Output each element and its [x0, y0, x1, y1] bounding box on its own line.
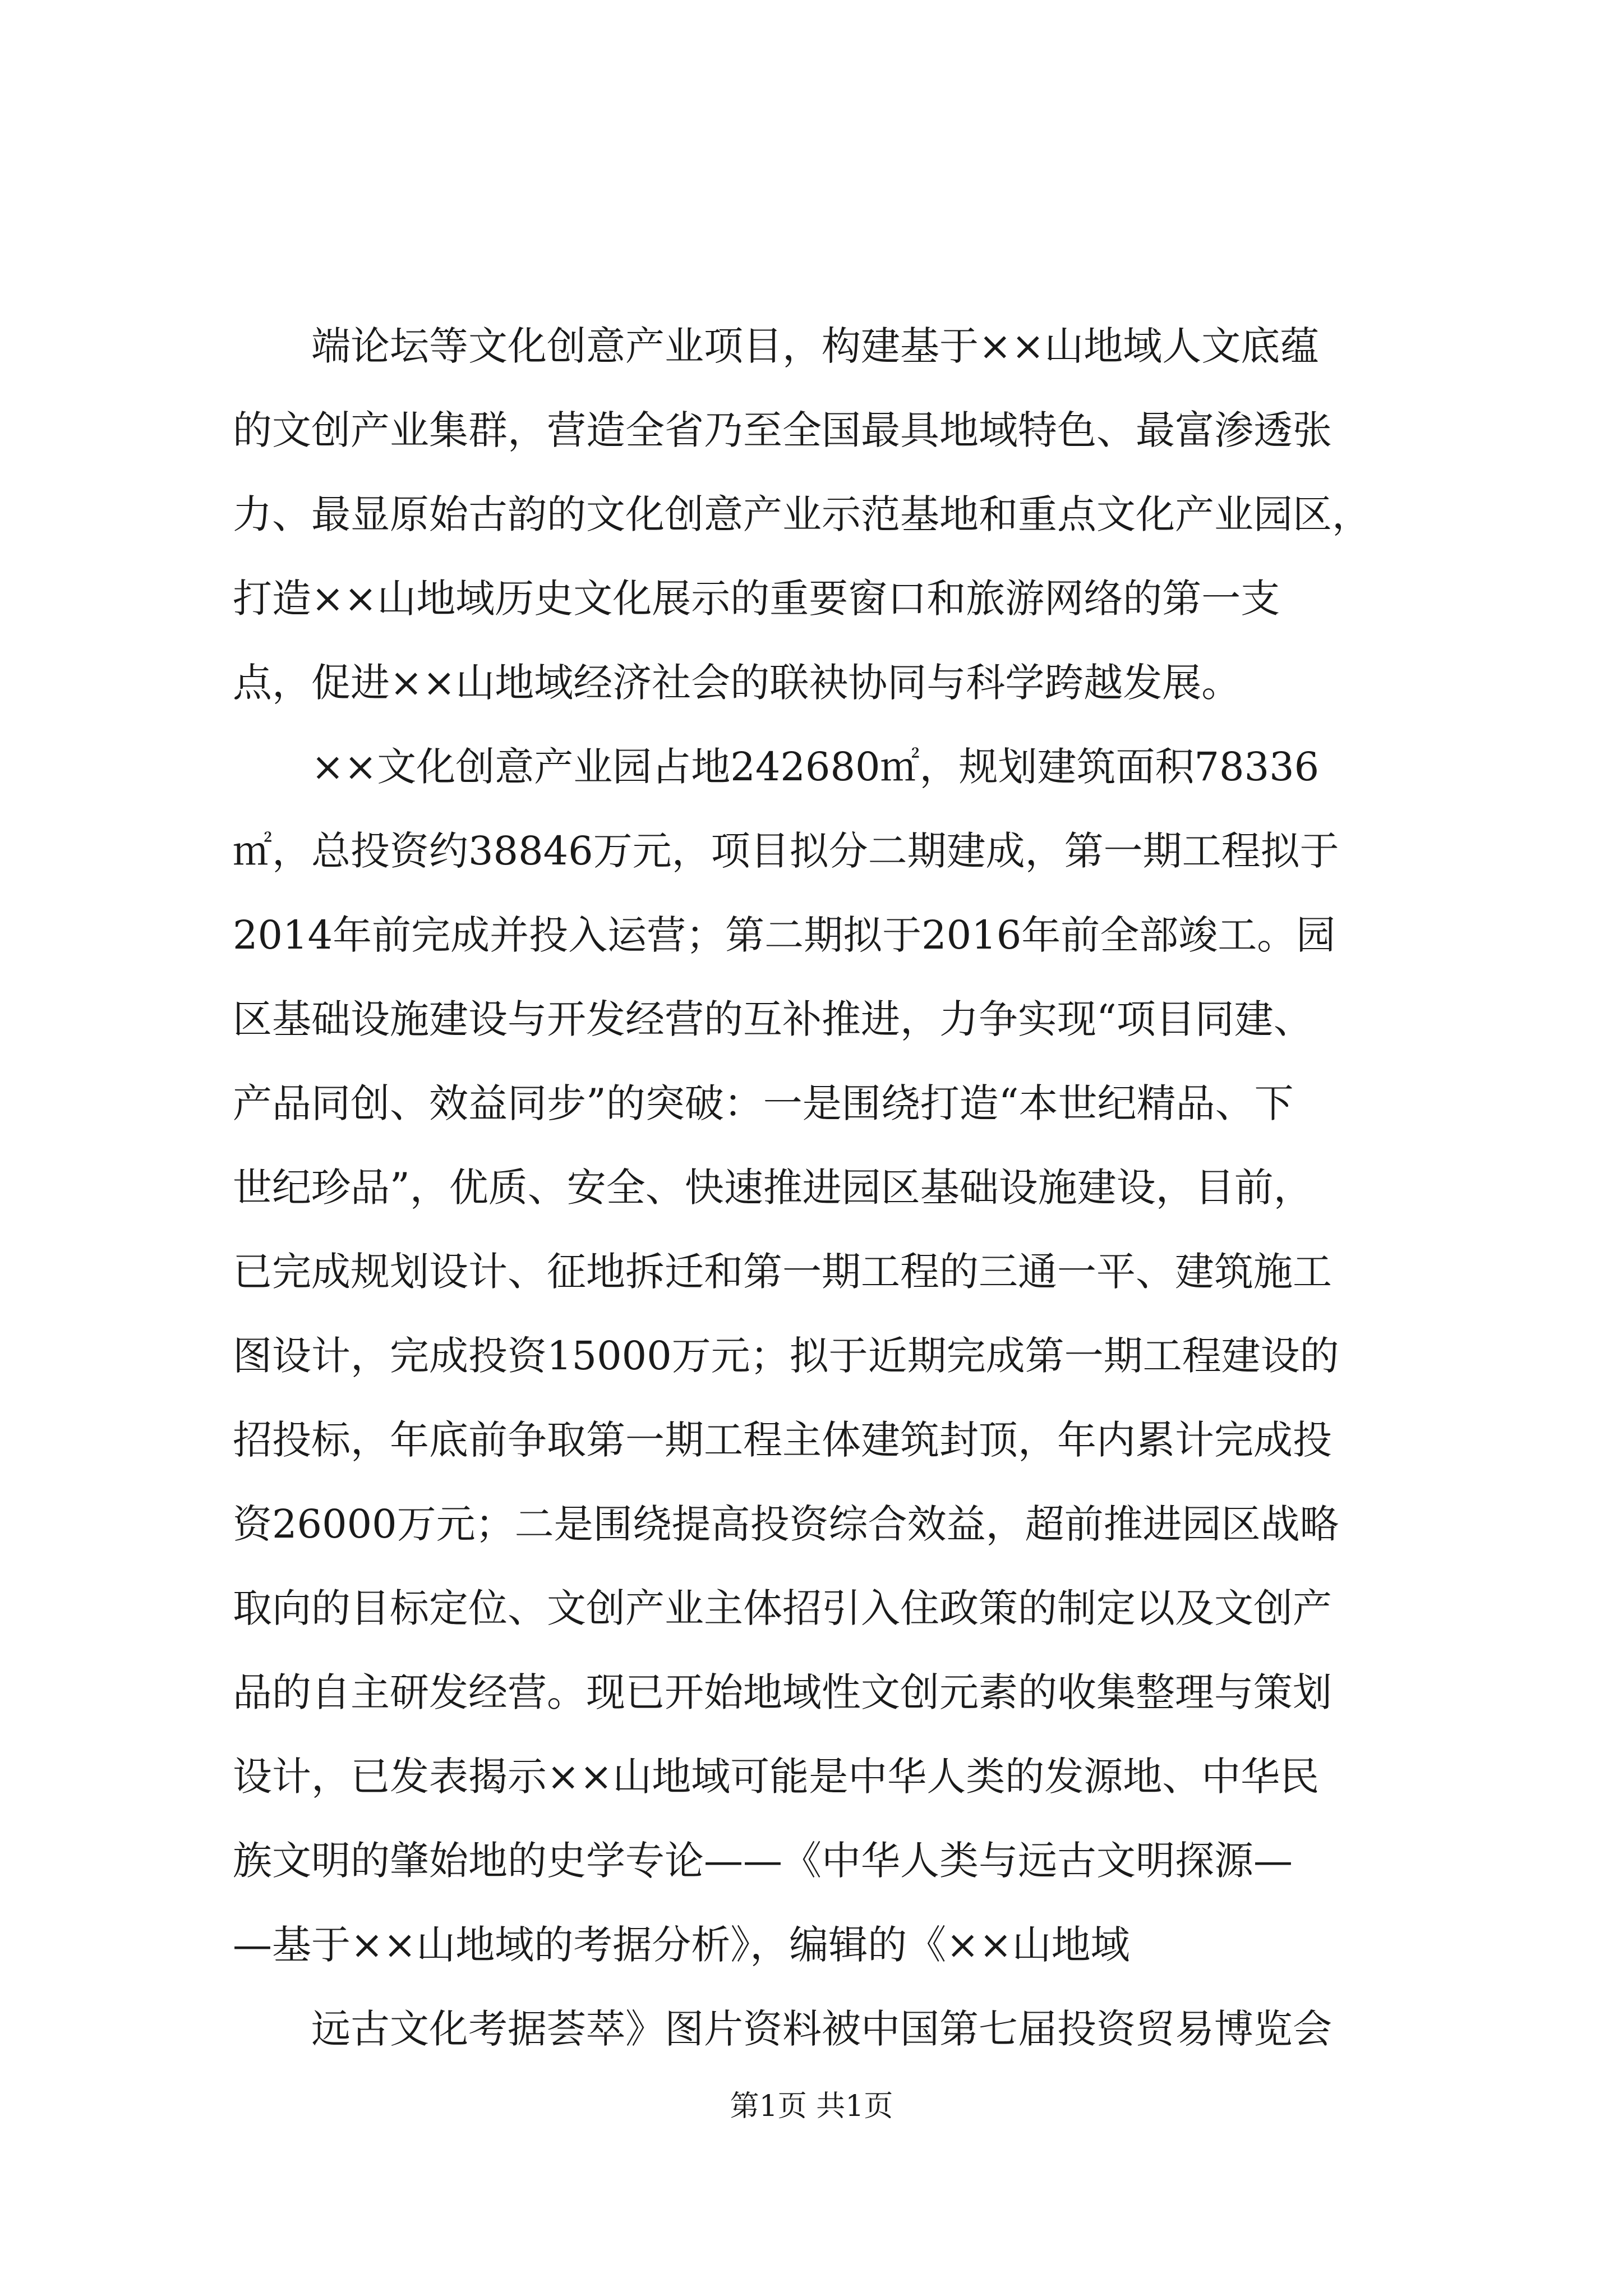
- text-line-4: 打造××山地域历史文化展示的重要窗口和旅游网络的第一支: [233, 576, 1280, 622]
- text-line-17: 品的自主研发经营。现已开始地域性文创元素的收集整理与策划: [233, 1669, 1332, 1715]
- page-footer: [0, 2087, 1623, 2126]
- text-line-2: 的文创产业集群，营造全省乃至全国最具地域特色、最富渗透张: [233, 407, 1332, 453]
- text-line-5: 点，促进××山地域经济社会的联袂协同与科学跨越发展。: [233, 660, 1241, 706]
- text-line-13: 图设计，完成投资15000万元；拟于近期完成第一期工程建设的: [233, 1333, 1339, 1379]
- text-line-3: 力、最显原始古韵的文化创意产业示范基地和重点文化产业园区，: [233, 491, 1371, 537]
- text-line-15: 资26000万元；二是围绕提高投资综合效益，超前推进园区战略: [233, 1501, 1339, 1547]
- text-line-14: 招投标，年底前争取第一期工程主体建筑封顶，年内累计完成投: [233, 1417, 1332, 1463]
- text-line-9: 区基础设施建设与开发经营的互补推进，力争实现“项目同建、: [233, 996, 1313, 1042]
- text-line-8: 2014年前完成并投入运营；第二期拟于2016年前全部竣工。园: [233, 912, 1336, 958]
- text-line-12: 已完成规划设计、征地拆迁和第一期工程的三通一平、建筑施工: [233, 1249, 1332, 1295]
- text-line-6: ××文化创意产业园占地242680㎡，规划建筑面积78336: [311, 744, 1320, 790]
- text-line-21: 远古文化考据荟萃》图片资料被中国第七届投资贸易博览会: [311, 2006, 1332, 2052]
- page-number-label: 第1页 共1页: [730, 2090, 893, 2123]
- text-line-11: 世纪珍品”，优质、安全、快速推进园区基础设施建设，目前，: [233, 1165, 1313, 1211]
- text-line-7: ㎡，总投资约38846万元，项目拟分二期建成，第一期工程拟于: [233, 828, 1339, 874]
- body-text: [233, 304, 1483, 2071]
- text-line-10: 产品同创、效益同步”的突破：一是围绕打造“本世纪精品、下: [233, 1080, 1294, 1126]
- text-line-16: 取向的目标定位、文创产业主体招引入住政策的制定以及文创产: [233, 1585, 1332, 1631]
- text-line-20: —基于××山地域的考据分析》，编辑的《××山地域: [233, 1922, 1130, 1968]
- text-line-1: 端论坛等文化创意产业项目，构建基于××山地域人文底蕴: [311, 323, 1320, 369]
- text-line-18: 设计，已发表揭示××山地域可能是中华人类的发源地、中华民: [233, 1754, 1320, 1800]
- text-line-19: 族文明的肇始地的史学专论——《中华人类与远古文明探源—: [233, 1838, 1293, 1884]
